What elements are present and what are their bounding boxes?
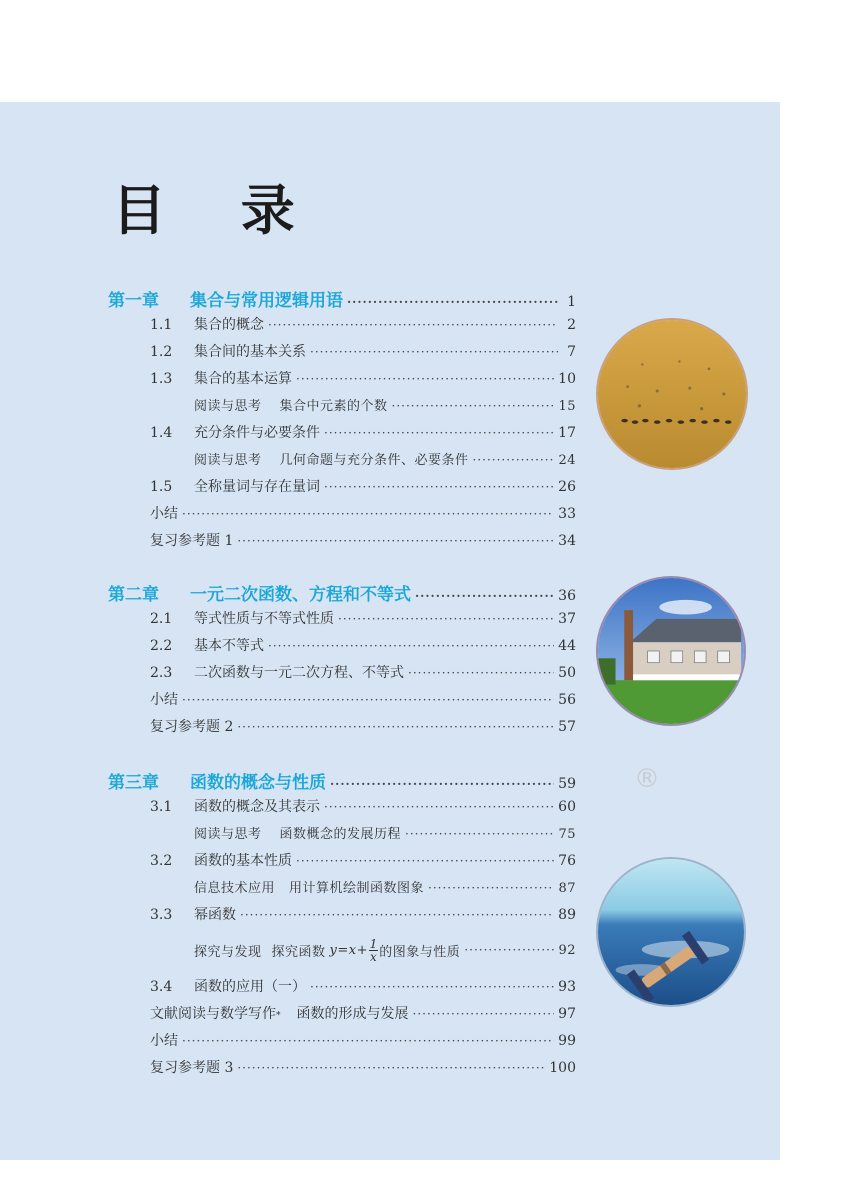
explore-label: 探究与发现 [194,944,262,960]
toc-review-1[interactable] [150,530,576,550]
toc-review-2[interactable] [150,716,576,736]
section-number: 3.2 [150,853,173,869]
toc-explore-3-3[interactable] [194,934,576,966]
page-number: 1 [567,294,576,310]
house-illustration [596,576,746,726]
page-number: 87 [558,881,576,896]
chapter-number: 第二章 [108,585,159,605]
it-label: 信息技术应用 [194,881,276,896]
leader-dots [182,1034,554,1048]
review-title: 复习参考题 3 [150,1060,234,1076]
leader-dots [392,399,555,413]
chapter-title: 一元二次函数、方程和不等式 [190,585,411,605]
formula-eq: =x+ [337,942,369,958]
leader-dots [310,980,554,994]
toc-chapter-1[interactable] [108,286,576,311]
fraction-numerator: 1 [369,936,378,951]
section-number: 3.1 [150,799,173,815]
leader-dots [405,827,554,841]
literature-subtitle: 函数的形成与发展 [296,1006,409,1022]
toc-section-3-1[interactable] [150,796,576,816]
page-number: 44 [558,638,576,654]
leader-dots [408,666,554,680]
literature-star: * [276,1011,281,1021]
page-number: 15 [558,399,576,414]
page-number: 26 [558,479,576,495]
page-number: 60 [558,799,576,815]
summary-title: 小结 [150,506,178,522]
section-number: 2.2 [150,638,173,654]
section-title: 幂函数 [194,907,236,923]
section-number: 3.4 [150,979,173,995]
section-title: 函数的概念及其表示 [194,799,320,815]
space-station-illustration [596,857,746,1007]
leader-dots [428,881,554,895]
page-number: 97 [558,1006,576,1022]
section-title: 全称量词与存在量词 [194,479,320,495]
toc-section-1-1[interactable] [150,314,576,334]
reading-title: 函数概念的发展历程 [279,827,402,842]
page-number: 34 [558,533,576,549]
page-number: 89 [558,907,576,923]
page-number: 56 [558,692,576,708]
toc-reading-3-1[interactable] [194,823,576,843]
registered-mark: ® [634,764,660,794]
formula-y: y [329,942,338,958]
page-number: 75 [558,827,576,842]
review-title: 复习参考题 1 [150,533,234,549]
toc-reading-1-4[interactable] [194,449,576,469]
leader-dots [347,295,558,309]
review-title: 复习参考题 2 [150,719,234,735]
page-number: 36 [558,588,576,604]
toc-reading-1-3[interactable] [194,395,576,415]
page-number: 37 [558,611,576,627]
leader-dots [473,453,555,467]
page-number: 33 [558,506,576,522]
leader-dots [415,589,554,603]
toc-section-2-1[interactable] [150,608,576,628]
toc-chapter-2[interactable] [108,580,576,605]
leader-dots [324,426,554,440]
section-number: 2.1 [150,611,173,627]
chapter-number: 第三章 [108,773,159,793]
chapter-title: 集合与常用逻辑用语 [190,291,343,311]
reading-label: 阅读与思考 [194,453,262,468]
section-title: 集合的概念 [194,317,264,333]
page-number: 2 [567,317,576,333]
reading-label: 阅读与思考 [194,827,262,842]
leader-dots [310,345,558,359]
toc-section-1-4[interactable] [150,422,576,442]
it-title: 用计算机绘制函数图象 [289,881,425,896]
summary-title: 小结 [150,1033,178,1049]
leader-dots [237,1061,545,1075]
page-number: 7 [567,344,576,360]
section-number: 1.4 [150,425,173,441]
toc-it-3-2[interactable] [194,877,576,897]
section-title: 充分条件与必要条件 [194,425,320,441]
section-number: 3.3 [150,907,173,923]
leader-dots [240,908,554,922]
formula-fraction [369,938,378,963]
leader-dots [464,943,554,957]
leader-dots [338,612,554,626]
leader-dots [182,693,554,707]
section-number: 2.3 [150,665,173,681]
toc-section-2-3[interactable] [150,662,576,682]
toc-section-2-2[interactable] [150,635,576,655]
leader-dots [237,720,554,734]
toc-summary-3[interactable] [150,1030,576,1050]
page-number: 57 [558,719,576,735]
toc-section-3-3[interactable] [150,904,576,924]
section-number: 1.3 [150,371,173,387]
toc-summary-2[interactable] [150,689,576,709]
toc-section-1-3[interactable] [150,368,576,388]
leader-dots [268,639,554,653]
leader-dots [324,800,554,814]
section-number: 1.1 [150,317,173,333]
fraction-denominator: x [370,949,378,964]
toc-section-3-4[interactable] [150,976,576,996]
chapter-title: 函数的概念与性质 [190,773,326,793]
page-number: 17 [558,425,576,441]
page-number: 93 [558,979,576,995]
section-title: 二次函数与一元二次方程、不等式 [194,665,404,681]
page-number: 100 [549,1060,576,1076]
toc-section-3-2[interactable] [150,850,576,870]
literature-title: 文献阅读与数学写作 [150,1006,276,1022]
section-title: 函数的应用（一） [194,979,306,995]
savanna-animals-illustration [596,318,748,470]
page-number: 92 [558,942,576,958]
summary-title: 小结 [150,692,178,708]
leader-dots [182,507,554,521]
leader-dots [296,372,554,386]
page-number: 50 [558,665,576,681]
reading-title: 集合中元素的个数 [279,399,388,414]
leader-dots [324,480,554,494]
page-number: 59 [558,776,576,792]
leader-dots [237,534,554,548]
leader-dots [413,1007,555,1021]
page-number: 76 [558,853,576,869]
page-number: 99 [558,1033,576,1049]
section-title: 等式性质与不等式性质 [194,611,334,627]
toc-review-3[interactable] [150,1057,576,1077]
section-title: 集合间的基本关系 [194,344,306,360]
section-title: 集合的基本运算 [194,371,292,387]
toc-literature-3[interactable] [150,1003,576,1023]
toc-chapter-3[interactable] [108,768,576,793]
page-number: 10 [558,371,576,387]
chapter-number: 第一章 [108,291,159,311]
page-number: 24 [558,453,576,468]
reading-label: 阅读与思考 [194,399,262,414]
leader-dots [268,318,558,332]
section-number: 1.2 [150,344,173,360]
toc-section-1-2[interactable] [150,341,576,361]
section-title: 函数的基本性质 [194,853,292,869]
explore-title-prefix: 探究函数 [271,944,326,960]
toc-summary-1[interactable] [150,503,576,523]
explore-title-suffix: 的图象与性质 [379,944,461,960]
leader-dots [296,854,554,868]
leader-dots [330,777,554,791]
toc-section-1-5[interactable] [150,476,576,496]
section-title: 基本不等式 [194,638,264,654]
page-title: 目 录 [112,178,323,242]
reading-title: 几何命题与充分条件、必要条件 [279,453,469,468]
section-number: 1.5 [150,479,173,495]
